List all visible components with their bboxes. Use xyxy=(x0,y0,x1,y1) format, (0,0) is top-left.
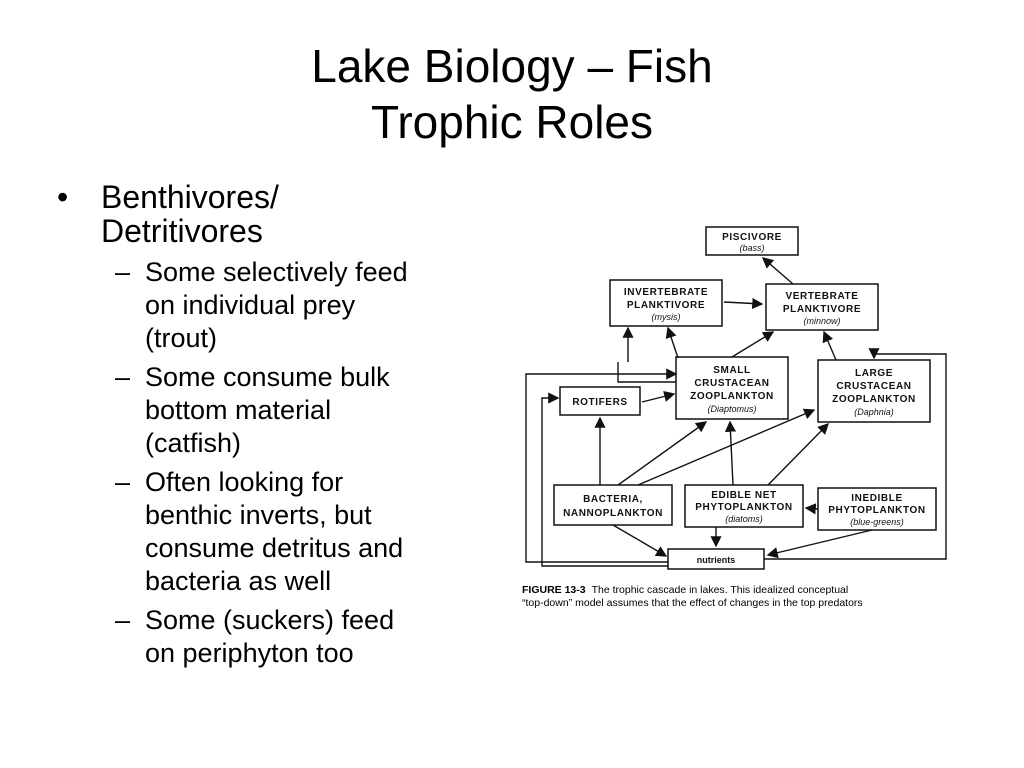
arrow-edible-to-large xyxy=(768,424,828,485)
caption-line-2: “top-down” model assumes that the effect of changes in the top predators xyxy=(522,597,863,609)
arrow-small-to-vert xyxy=(732,332,773,357)
invert-label-2: PLANKTIVORE xyxy=(626,300,706,311)
large-label-2: CRUSTACEAN xyxy=(836,381,912,392)
vert-sub: (minnow) xyxy=(803,316,841,326)
inedible-label-2: PHYTOPLANKTON xyxy=(828,505,926,516)
nutrients-label: nutrients xyxy=(696,555,736,565)
bullet-symbol: • xyxy=(57,179,69,215)
sub-bullet-list xyxy=(101,256,495,670)
arrow-bacteria-to-large xyxy=(638,410,814,485)
arrow-large-to-vert xyxy=(824,332,836,360)
figure-label: FIGURE 13-3 xyxy=(522,584,586,596)
edible-sub: (diatoms) xyxy=(725,514,763,524)
sub-bullet-line: (trout) xyxy=(145,323,218,353)
caption-line-1: The trophic cascade in lakes. This idealized conceptual xyxy=(591,584,849,596)
edible-label-2: PHYTOPLANKTON xyxy=(695,502,793,513)
sub-bullet-trout xyxy=(101,256,495,355)
sub-bullet-suckers xyxy=(101,604,495,670)
piscivore-sub: (bass) xyxy=(739,243,765,253)
vert-label-1: VERTEBRATE xyxy=(785,291,859,302)
arrow-small-to-invert xyxy=(668,328,678,358)
sub-bullet-line: Some selectively feed xyxy=(145,257,408,287)
sub-bullet-line: Often looking for xyxy=(145,467,344,497)
piscivore-label: PISCIVORE xyxy=(722,232,782,243)
sub-bullet-dash: – xyxy=(115,362,131,392)
bullet-list xyxy=(55,180,495,676)
sub-bullet-line: on periphyton too xyxy=(145,638,354,668)
bacteria-box xyxy=(554,485,672,525)
title-line-2: Trophic Roles xyxy=(370,96,654,148)
inedible-sub: (blue-greens) xyxy=(850,517,904,527)
arrow-rotifers-to-small xyxy=(642,394,674,402)
edible-label-1: EDIBLE NET xyxy=(711,490,777,501)
large-sub: (Daphnia) xyxy=(854,407,894,417)
sub-bullet-dash: – xyxy=(115,467,131,497)
sub-bullet-line: Some (suckers) feed xyxy=(145,605,395,635)
sub-bullet-line: (catfish) xyxy=(145,428,242,458)
slide-title xyxy=(0,38,1024,150)
trophic-cascade-figure xyxy=(518,222,958,622)
sub-bullet-line: benthic inverts, but xyxy=(145,500,372,530)
rotifers-label: ROTIFERS xyxy=(572,397,628,408)
arrow-inedible-to-edible xyxy=(806,508,818,509)
vert-label-2: PLANKTIVORE xyxy=(782,304,862,315)
arrow-inedible-to-nutrients xyxy=(768,530,872,555)
sub-bullet-line: bottom material xyxy=(145,395,332,425)
large-label-1: LARGE xyxy=(855,368,893,379)
small-label-3: ZOOPLANKTON xyxy=(690,391,774,402)
small-label-1: SMALL xyxy=(713,365,751,376)
sub-bullet-line: bacteria as well xyxy=(145,566,332,596)
bacteria-label-1: BACTERIA, xyxy=(583,494,643,505)
figure-caption xyxy=(522,584,958,610)
bullet-benthivores xyxy=(55,180,495,670)
invert-sub: (mysis) xyxy=(651,312,681,322)
arrow-vertebrate-to-piscivore xyxy=(763,258,793,284)
sub-bullet-benthic-inverts xyxy=(101,466,495,598)
large-label-3: ZOOPLANKTON xyxy=(832,394,916,405)
sub-bullet-line: on individual prey xyxy=(145,290,356,320)
inedible-label-1: INEDIBLE xyxy=(851,493,903,504)
bullet-text-line-1: Benthivores/ xyxy=(101,179,279,215)
small-label-2: CRUSTACEAN xyxy=(694,378,770,389)
arrow-bacteria-to-nutrients xyxy=(613,525,666,556)
sub-bullet-line: Some consume bulk xyxy=(145,362,390,392)
small-sub: (Diaptomus) xyxy=(707,404,757,414)
sub-bullet-catfish xyxy=(101,361,495,460)
bullet-text-line-2: Detritivores xyxy=(101,213,263,249)
arrow-bacteria-to-small xyxy=(618,422,706,485)
invert-label-1: INVERTEBRATE xyxy=(623,287,709,298)
arrow-edible-to-small xyxy=(730,422,733,485)
sub-bullet-line: consume detritus and xyxy=(145,533,404,563)
sub-bullet-dash: – xyxy=(115,605,131,635)
bacteria-label-2: NANNOPLANKTON xyxy=(563,508,663,519)
trophic-diagram xyxy=(518,222,958,582)
arrow-invert-to-vert xyxy=(724,302,762,304)
sub-bullet-dash: – xyxy=(115,257,131,287)
title-line-1: Lake Biology – Fish xyxy=(311,40,713,92)
